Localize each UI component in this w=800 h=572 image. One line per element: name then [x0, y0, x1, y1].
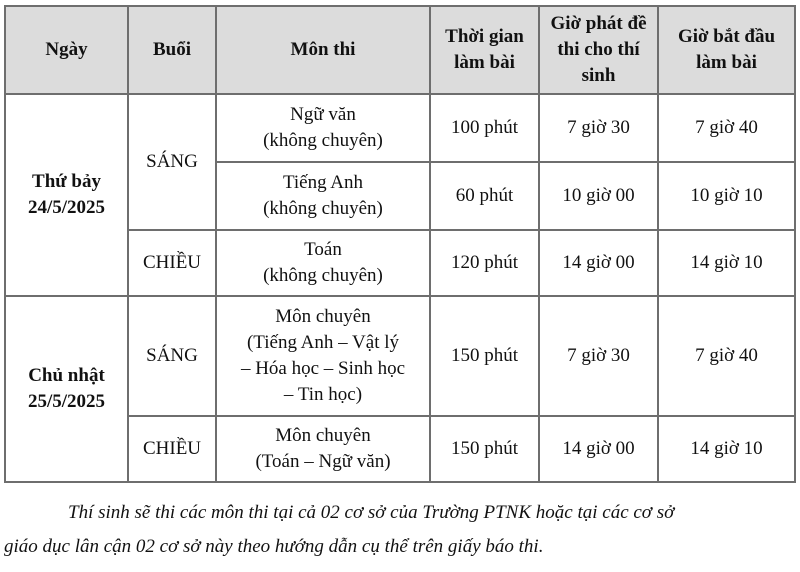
duration-cell: 150 phút [430, 296, 539, 416]
exam-schedule-table [4, 5, 796, 483]
distribute-cell: 10 giờ 00 [539, 162, 658, 230]
duration-cell: 120 phút [430, 230, 539, 296]
note-line-2: giáo dục lân cận 02 cơ sở này theo hướng dẫn cụ thể trên giấy báo thi. [4, 536, 544, 557]
subject-line: – Tin học) [283, 384, 363, 405]
subject-line: Tiếng Anh [282, 172, 364, 193]
start-cell: 7 giờ 40 [658, 94, 795, 162]
duration-cell: 150 phút [430, 416, 539, 482]
distribute-cell: 7 giờ 30 [539, 94, 658, 162]
subject-line: Ngữ văn [290, 104, 356, 125]
subject-line: (không chuyên) [263, 198, 383, 219]
subject-line: (không chuyên) [263, 265, 383, 286]
day-cell [5, 296, 128, 482]
subject-line: (không chuyên) [263, 130, 383, 151]
day-date: 25/5/2025 [27, 391, 106, 412]
note-line-1: Thí sinh sẽ thi các môn thi tại cả 02 cơ sở của Trường PTNK hoặc tại các cơ sở [68, 502, 675, 523]
subject-line: (Tiếng Anh – Vật lý [246, 332, 400, 353]
distribute-cell: 14 giờ 00 [539, 416, 658, 482]
header-row [5, 6, 795, 94]
subject-cell [216, 296, 430, 416]
subject-line: Toán [304, 239, 342, 260]
start-cell: 7 giờ 40 [658, 296, 795, 416]
subject-cell [216, 94, 430, 162]
duration-cell: 100 phút [430, 94, 539, 162]
subject-cell [216, 416, 430, 482]
start-cell: 14 giờ 10 [658, 416, 795, 482]
duration-cell: 60 phút [430, 162, 539, 230]
header-duration: Thời gian làm bài [430, 6, 539, 94]
day-date: 24/5/2025 [27, 197, 106, 218]
distribute-cell: 7 giờ 30 [539, 296, 658, 416]
day-name: Chủ nhật [28, 365, 105, 386]
start-cell: 10 giờ 10 [658, 162, 795, 230]
header-day: Ngày [5, 6, 128, 94]
start-cell: 14 giờ 10 [658, 230, 795, 296]
header-start-time: Giờ bắt đầu làm bài [658, 6, 795, 94]
session-cell: CHIỀU [128, 230, 216, 296]
header-subject: Môn thi [216, 6, 430, 94]
distribute-cell: 14 giờ 00 [539, 230, 658, 296]
subject-cell [216, 230, 430, 296]
subject-line: Môn chuyên [275, 306, 371, 327]
session-cell: CHIỀU [128, 416, 216, 482]
table-row [5, 296, 795, 416]
subject-line: (Toán – Ngữ văn) [255, 451, 391, 472]
session-cell: SÁNG [128, 94, 216, 230]
day-cell [5, 94, 128, 296]
subject-cell [216, 162, 430, 230]
session-cell: SÁNG [128, 296, 216, 416]
table-row [5, 94, 795, 162]
exam-location-note [0, 496, 800, 564]
header-distribute-time: Giờ phát đề thi cho thí sinh [539, 6, 658, 94]
subject-line: Môn chuyên [275, 425, 371, 446]
header-session: Buổi [128, 6, 216, 94]
subject-line: – Hóa học – Sinh học [240, 358, 406, 379]
day-name: Thứ bảy [32, 171, 101, 192]
